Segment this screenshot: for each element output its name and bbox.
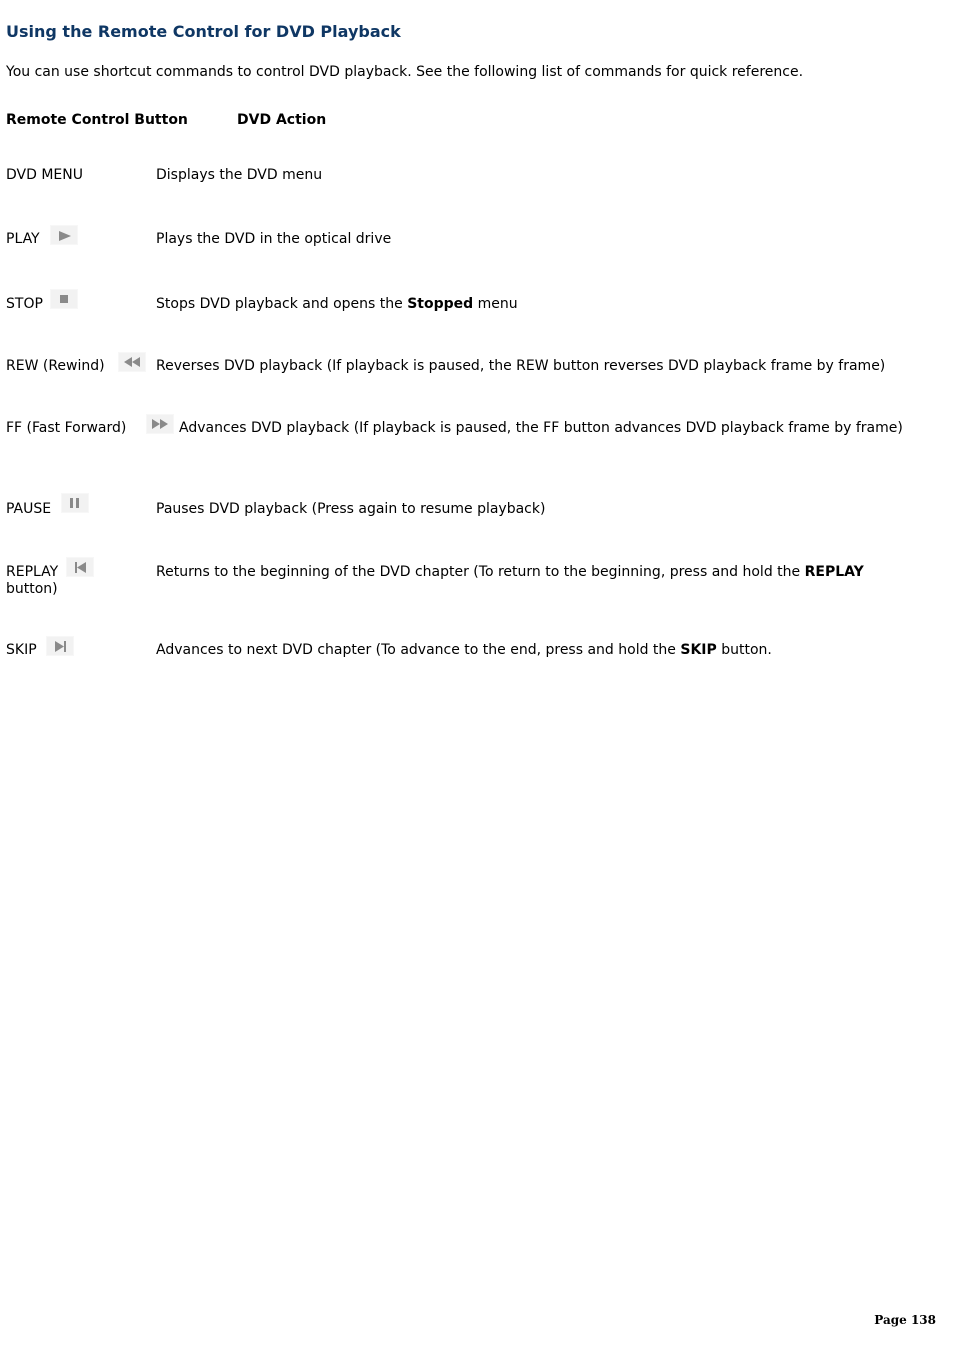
button-name: REPLAY button) bbox=[6, 564, 59, 597]
skip-icon bbox=[46, 636, 74, 656]
button-name: DVD MENU bbox=[6, 167, 83, 183]
column-header-action: DVD Action bbox=[237, 112, 327, 128]
button-name: SKIP bbox=[6, 642, 37, 658]
page-title: Using the Remote Control for DVD Playback bbox=[6, 22, 401, 41]
replay-icon bbox=[66, 557, 94, 577]
stop-icon bbox=[50, 289, 78, 309]
play-icon bbox=[50, 225, 78, 245]
table-row-pause bbox=[6, 501, 940, 518]
rewind-icon bbox=[118, 352, 146, 372]
button-name: PLAY bbox=[6, 231, 40, 247]
intro-paragraph: You can use shortcut commands to control DVD playback. See the following list of commands for quick reference. bbox=[6, 64, 804, 80]
fast-forward-icon bbox=[146, 414, 174, 434]
button-name: REW (Rewind) bbox=[6, 358, 105, 374]
table-row-dvd-menu bbox=[6, 167, 940, 184]
action-text: Displays the DVD menu bbox=[156, 167, 323, 183]
action-text: Advances to next DVD chapter (To advance to the end, press and hold the SKIP button. bbox=[156, 642, 772, 658]
button-name: PAUSE bbox=[6, 501, 52, 517]
action-text: Stops DVD playback and opens the Stopped menu bbox=[156, 296, 518, 312]
button-name: STOP bbox=[6, 296, 43, 312]
column-header-button: Remote Control Button bbox=[6, 112, 188, 128]
table-row-stop bbox=[6, 296, 940, 313]
action-text: Reverses DVD playback (If playback is paused, the REW button reverses DVD playback frame by frame) bbox=[156, 358, 886, 374]
page-number: Page 138 bbox=[874, 1313, 936, 1327]
table-row-replay bbox=[6, 564, 940, 600]
table-row-skip bbox=[6, 642, 940, 659]
action-text: Pauses DVD playback (Press again to resume playback) bbox=[156, 501, 546, 517]
action-text: Plays the DVD in the optical drive bbox=[156, 231, 392, 247]
table-row-play bbox=[6, 231, 940, 248]
action-text: Returns to the beginning of the DVD chapter (To return to the beginning, press and hold the REPLAY bbox=[156, 564, 864, 580]
action-text: Advances DVD playback (If playback is paused, the FF button advances DVD playback frame by frame) bbox=[179, 420, 903, 436]
button-name: FF (Fast Forward) bbox=[6, 420, 127, 436]
pause-icon bbox=[61, 493, 89, 513]
